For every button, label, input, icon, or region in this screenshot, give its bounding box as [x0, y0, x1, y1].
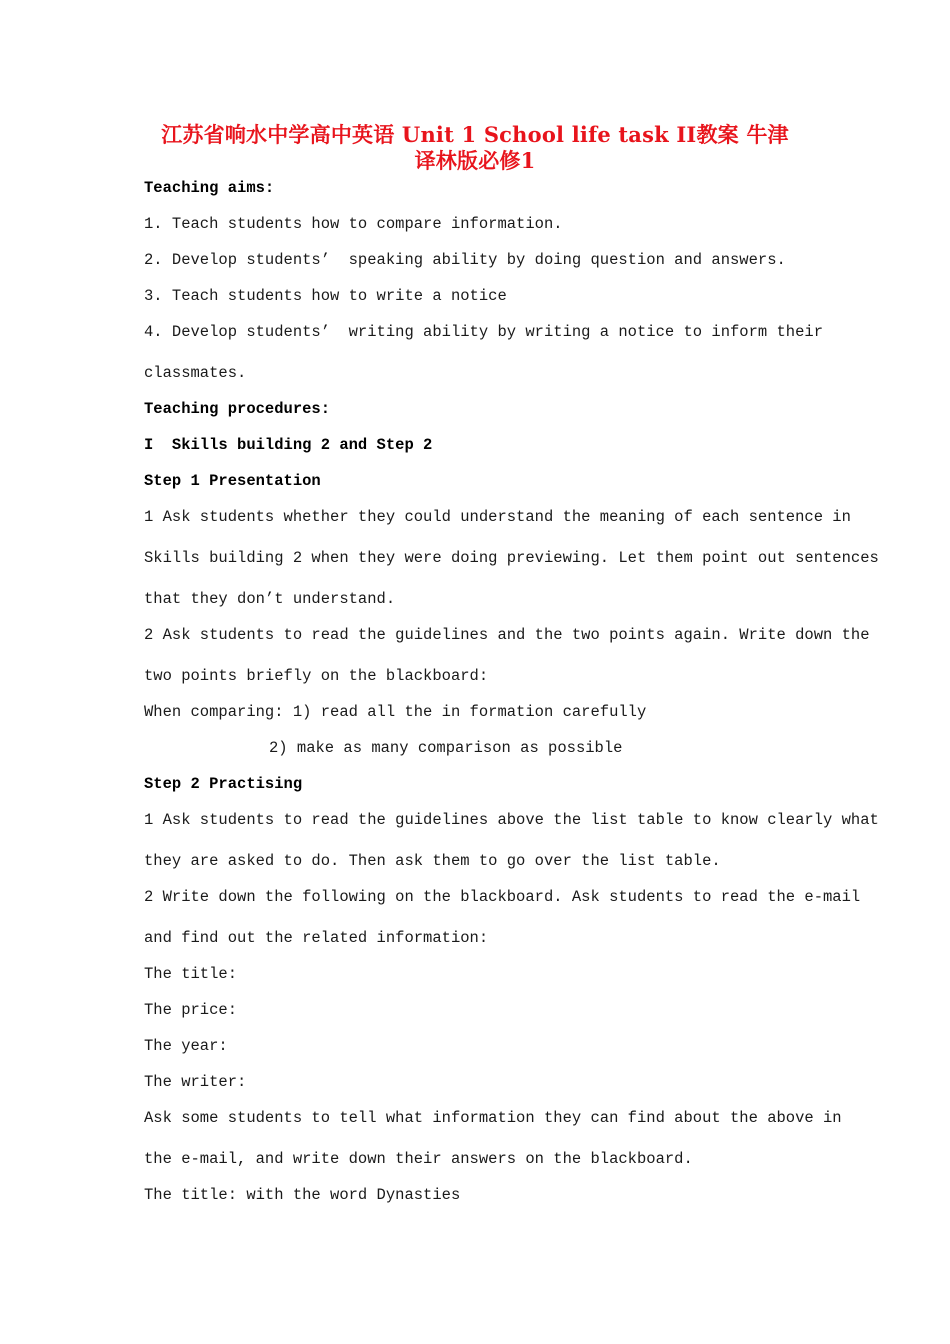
- step-1-line: two points briefly on the blackboard:: [144, 667, 489, 685]
- step-2-line: The writer:: [144, 1073, 247, 1091]
- step-2-heading: Step 2 Practising: [144, 775, 303, 793]
- step-1-line: Skills building 2 when they were doing previewing. Let them point out sentences: [144, 549, 879, 567]
- step-1-line: When comparing: 1) read all the in formation carefully: [144, 703, 647, 721]
- aim-item-3: 3. Teach students how to write a notice: [144, 287, 507, 305]
- step-1-heading: Step 1 Presentation: [144, 472, 321, 490]
- aim-item-2: 2. Develop students’ speaking ability by doing question and answers.: [144, 251, 786, 269]
- step-2-line: The title: with the word Dynasties: [144, 1186, 461, 1204]
- aim-item-4-continued: classmates.: [144, 364, 247, 382]
- document-title-line-2: 译林版必修1: [414, 148, 536, 173]
- teaching-procedures-heading: Teaching procedures:: [144, 400, 331, 418]
- step-1-line: 1 Ask students whether they could understand the meaning of each sentence in: [144, 508, 851, 526]
- step-2-line: Ask some students to tell what information they can find about the above in: [144, 1109, 842, 1127]
- step-2-line: they are asked to do. Then ask them to go over the list table.: [144, 852, 721, 870]
- step-2-line: The year:: [144, 1037, 228, 1055]
- aim-item-1: 1. Teach students how to compare information.: [144, 215, 563, 233]
- teaching-aims-heading: Teaching aims:: [144, 179, 275, 197]
- document-title-line-1: 江苏省响水中学高中英语 Unit 1 School life task II教案 牛津: [161, 122, 789, 147]
- aim-item-4: 4. Develop students’ writing ability by writing a notice to inform their: [144, 323, 824, 341]
- step-2-line: the e-mail, and write down their answers on the blackboard.: [144, 1150, 693, 1168]
- step-2-line: The title:: [144, 965, 238, 983]
- section-1-heading: I Skills building 2 and Step 2: [144, 436, 433, 454]
- step-1-line: 2 Ask students to read the guidelines and the two points again. Write down the: [144, 626, 870, 644]
- step-2-line: The price:: [144, 1001, 238, 1019]
- step-2-line: 2 Write down the following on the blackboard. Ask students to read the e-mail: [144, 888, 861, 906]
- step-2-line: 1 Ask students to read the guidelines above the list table to know clearly what: [144, 811, 879, 829]
- step-1-line: that they don’t understand.: [144, 590, 396, 608]
- step-1-line: 2) make as many comparison as possible: [269, 739, 623, 757]
- step-2-line: and find out the related information:: [144, 929, 489, 947]
